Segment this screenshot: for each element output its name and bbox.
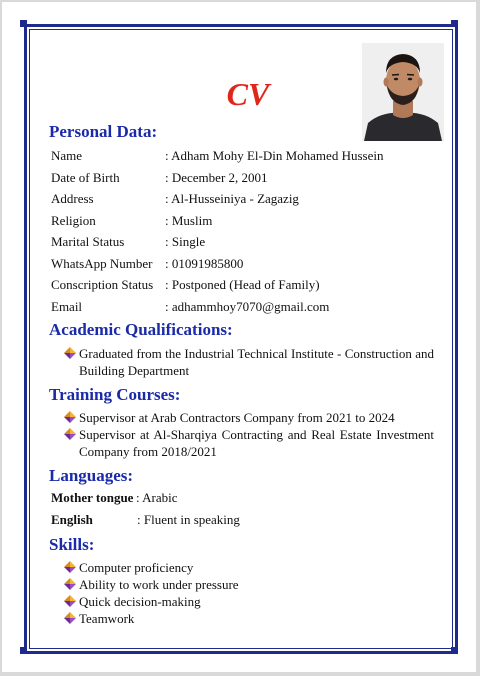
list-item-text: Graduated from the Industrial Technical Institute - Construction and Building Department	[79, 346, 434, 378]
list-item-text: Quick decision-making	[79, 594, 201, 609]
language-label: English	[51, 512, 93, 527]
corner-ornament	[20, 20, 27, 27]
field-value: : December 2, 2001	[165, 170, 268, 185]
corner-ornament	[20, 647, 27, 654]
corner-ornament	[451, 647, 458, 654]
profile-photo	[362, 43, 444, 141]
list-item	[64, 559, 434, 576]
list-item	[64, 409, 434, 426]
list-item-text: Supervisor at Arab Contractors Company from 2021 to 2024	[79, 410, 395, 425]
bullet-arrow-icon	[64, 612, 76, 624]
list-item	[64, 610, 434, 627]
bullet-arrow-icon	[64, 595, 76, 607]
list-item-text: Ability to work under pressure	[79, 577, 239, 592]
personal-field-row	[51, 233, 451, 251]
bullet-arrow-icon	[64, 411, 76, 423]
bullet-arrow-icon	[64, 428, 76, 440]
document-page	[2, 2, 476, 672]
list-item	[64, 593, 434, 610]
skills-list	[64, 559, 434, 627]
bullet-arrow-icon	[64, 347, 76, 359]
academic-list	[64, 345, 434, 379]
field-value: : 01091985800	[165, 256, 244, 271]
field-label: Conscription Status	[51, 277, 154, 292]
bullet-arrow-icon	[64, 578, 76, 590]
section-title-academic: Academic Qualifications:	[49, 320, 233, 339]
personal-field-row	[51, 276, 451, 294]
field-label: Email	[51, 299, 83, 314]
field-label: WhatsApp Number	[51, 256, 153, 271]
field-value: : adhammhoy7070@gmail.com	[165, 299, 330, 314]
field-label: Name	[51, 148, 83, 163]
section-title-training: Training Courses:	[49, 385, 181, 404]
field-value: : Al-Husseiniya - Zagazig	[165, 191, 299, 206]
field-value: : Single	[165, 234, 206, 249]
field-value: : Muslim	[165, 213, 213, 228]
list-item-text: Supervisor at Al-Sharqiya Contracting and Real Estate Investment Company from 2018/2021	[79, 427, 434, 459]
field-label: Address	[51, 191, 94, 206]
list-item	[64, 576, 434, 593]
cv-title: CV	[226, 76, 270, 112]
field-label: Marital Status	[51, 234, 125, 249]
section-title-languages: Languages:	[49, 466, 134, 485]
language-value: : Fluent in speaking	[137, 512, 240, 527]
personal-field-row	[51, 190, 451, 208]
bullet-arrow-icon	[64, 561, 76, 573]
personal-field-row	[51, 169, 451, 187]
field-label: Date of Birth	[51, 170, 120, 185]
list-item	[64, 426, 434, 460]
language-label: Mother tongue	[51, 490, 134, 505]
personal-field-row	[51, 255, 451, 273]
field-label: Religion	[51, 213, 96, 228]
section-title-personal: Personal Data:	[49, 122, 158, 141]
list-item-text: Teamwork	[79, 611, 135, 626]
corner-ornament	[451, 20, 458, 27]
language-value: : Arabic	[136, 490, 178, 505]
field-value: : Adham Mohy El-Din Mohamed Hussein	[165, 148, 384, 163]
training-list	[64, 409, 434, 460]
personal-field-row	[51, 212, 451, 230]
list-item-text: Computer proficiency	[79, 560, 194, 575]
field-value: : Postponed (Head of Family)	[165, 277, 320, 292]
list-item	[64, 345, 434, 379]
personal-field-row	[51, 298, 451, 316]
section-title-skills: Skills:	[49, 535, 95, 554]
personal-field-row	[51, 147, 451, 165]
